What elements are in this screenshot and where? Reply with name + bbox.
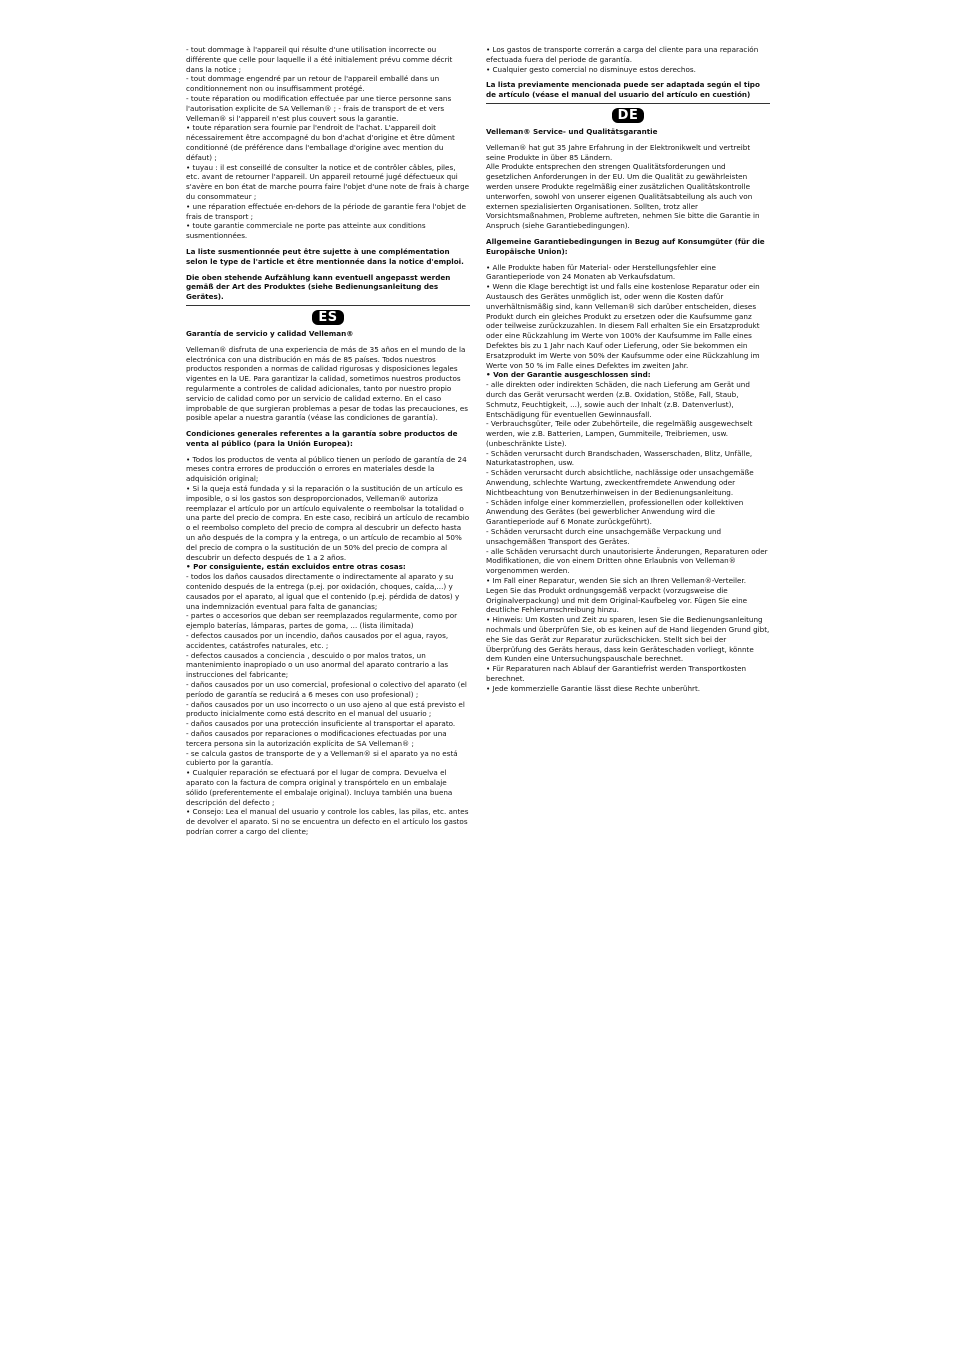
es-intro-paragraph: Velleman® disfruta de una experiencia de más de 35 años en el mundo de la electrónica con una distribución en más de 85 países. Todos nuestros productos responden a normas de calidad rigurosas y disposiciones legales vigentes en la UE. Para garantizar la calidad, sometimos nuestros productos regularmente a controles de calidad adicionales, tanto por nuestro propio servicio de calidad como por un servicio de calidad externo. En el caso improbable de que surgieran problemas a pesar de todas las precauciones, es posible apelar a nuestra garantía (véase las condiciones de garantía). bbox=[186, 344, 469, 423]
section-divider bbox=[486, 103, 770, 104]
es-excluded-list: - todos los daños causados directamente o indirectamente al aparato y su contenido después de la entrega (p.ej. por oxidación, choques, caída,...) y causados por el aparato, al igual que el contenido (p.ej. pérdida de datos) y una indemnización eventual para falta de ganancias; - partes o accesorios que deban ser reemplazados regularmente, como por ejemplo baterías, lámparas, partes de goma, ... (lista ilimitada) - defectos causados por un incendio, daños causados por el agua, rayos, accidentes, catástrofes naturales, etc. ; - defectos causados a conciencia , descuido o por malos tratos, un mantenimiento inapropiado o un uso anormal del aparato contrario a las instrucciones del fabricante; - daños causados por un uso comercial, profesional o colectivo del aparato (el período de garantía se reducirá a 6 meses con uso profesional) ; - daños causados por un uso incorrecto o un uso ajeno al que está previsto el producto inicialmente como está descrito en el manual del usuario ; - daños causados por una protección insuficiente al transportar el aparato. - daños causados por reparaciones o modificaciones efectuadas por una tercera persona sin la autorización explícita de SA Velleman® ; - se calcula gastos de transporte de y a Velleman® si el aparato ya no está cubierto por la garantía. • Cualquier reparación se efectuará por el lugar de compra. Devuelva el aparato con la factura de compra original y transpórtelo en un embalaje sólido (preferentemente el embalaje original). Incluya también una buena descripción del defecto ; • Consejo: Lea el manual del usuario y controle los cables, las pilas, etc. antes de devolver el aparato. Si no se encuentra un defecto en el artículo los gastos podrían correr a cargo del cliente; bbox=[186, 572, 469, 836]
right-column bbox=[486, 45, 770, 694]
de-intro-paragraph: Velleman® hat gut 35 Jahre Erfahrung in der Elektronikwelt und vertreibt seine Produkte in über 85 Ländern. Alle Produkte entsprechen den strengen Qualitätsforderungen und gesetzlichen Anforderungen in der EU. Um die Qualität zu gewährleisten werden unsere Produkte regelmäßig einer zusätzlichen Qualitätskontrolle unterworfen, sowohl von unserer eigenen Qualitätsabteilung als auch von externen spezialisierten Organisationen. Sollten, trotz aller Vorsichtsmaßnahmen, Probleme auftreten, nehmen Sie bitte die Garantie in Anspruch (siehe Garantiebedingungen). bbox=[486, 142, 760, 231]
de-section-title: Velleman® Service- und Qualitätsgarantie bbox=[486, 126, 658, 136]
es-list-end: • Los gastos de transporte correrán a carga del cliente para una reparación efectuada fuera del periode de garantía. • Cualquier gesto comercial no disminuye estos derechos. bbox=[486, 45, 759, 74]
es-section-title: Garantía de servicio y calidad Velleman® bbox=[186, 328, 354, 338]
es-list-note: La lista previamente mencionada puede ser adaptada según el tipo de artículo (véase el manual del usuario del artículo en cuestión) bbox=[486, 80, 760, 100]
de-excluded-list: - alle direkten oder indirekten Schäden, die nach Lieferung am Gerät und durch das Gerät verursacht werden (z.B. Oxidation, Stöße, Fall, Staub, Schmutz, Feuchtigkeit, ...), sowie auch der Inhalt (z.B. Datenverlust), Entschädigung für eventuellen Gewinnausfall. - Verbrauchsgüter, Teile oder Zubehörteile, die regelmäßig ausgewechselt werden, wie z.B. Batterien, Lampen, Gummiteile, Treibriemen, usw. (unbeschränkte Liste). - Schäden verursacht durch Brandschaden, Wasserschaden, Blitz, Unfälle, Naturkatastrophen, usw. - Schäden verursacht durch absichtliche, nachlässige oder unsachgemäße Anwendung, schlechte Wartung, zweckentfremdete Anwendung oder Nichtbeachtung von Benutzerhinweisen in der Bedienungsanleitung. - Schäden infolge einer kommerziellen, professionellen oder kollektiven Anwendung des Gerätes (bei gewerblicher Anwendung wird die Garantieperiode auf 6 Monate zurückgeführt). - Schäden verursacht durch eine unsachgemäße Verpackung und unsachgemäßen Transport des Gerätes. - alle Schäden verursacht durch unautorisierte Änderungen, Reparaturen oder Modifikationen, die von einem Dritten ohne Erlaubnis von Velleman® vorgenommen werden. • Im Fall einer Reparatur, wenden Sie sich an Ihren Velleman®-Verteiler. Legen Sie das Produkt ordnungsgemäß verpackt (vorzugsweise die Originalverpackung) und mit dem Original-Kaufbeleg vor. Fügen Sie eine deutliche Fehlerumschreibung hinzu. • Hinweis: Um Kosten und Zeit zu sparen, lesen Sie die Bedienungsanleitung nochmals und überprüfen Sie, ob es keinen auf de Hand liegenden Grund gibt, ehe Sie das Gerät zur Reparatur zurückschicken. Stellt sich bei der Überprüfung des Geräts heraus, dass kein Geräteschaden vorliegt, könnte dem Kunden eine Untersuchungspauschale berechnet. • Für Reparaturen nach Ablauf der Garantiefrist werden Transportkosten berechnet. • Jede kommerzielle Garantie lässt diese Rechte unberührt. bbox=[486, 380, 770, 693]
section-divider bbox=[186, 305, 470, 306]
es-conditions-title: Condiciones generales referentes a la garantía sobre productos de venta al público (para la Unión Europea): bbox=[186, 429, 458, 448]
de-conditions-list: • Alle Produkte haben für Material- oder Herstellungsfehler eine Garantieperiode von 24 Monaten ab Verkaufsdatum. • Wenn die Klage berechtigt ist und falls eine kostenlose Reparatur oder ein Austausch des Gerätes unmöglich ist, oder wenn die Kosten dafür unverhältnismäßig sind, kann Velleman® sich darüber entscheiden, dieses Produkt durch ein gleiches Produkt zu ersetzen oder die Kaufsumme ganz oder teilweise zurückzuzahlen. In diesem Fall erhalten Sie ein Ersatzprodukt oder eine Rückzahlung im Werte von 100% der Kaufsumme im Falle eines Defektes bis zu 1 Jahr nach Kauf oder Lieferung, oder Sie bekommen ein Ersatzprodukt im Werte von 50% der Kaufsumme oder eine Rückzahlung im Werte von 50 % im Falle eines Defektes im zweiten Jahr. bbox=[486, 262, 760, 370]
fr-exclusion-list: - tout dommage à l'appareil qui résulte d'une utilisation incorrecte ou différente que celle pour laquelle il a été initialement prévu comme décrit dans la notice ; - tout dommage engendré par un retour de l'appareil emballé dans un conditionnement non ou insuffisamment protégé. - toute réparation ou modification effectuée par une tierce personne sans l'autorisation explicite de SA Velleman® ; - frais de transport de et vers Velleman® si l'appareil n'est plus couvert sous la garantie. • toute réparation sera fournie par l'endroit de l'achat. L'appareil doit nécessairement être accompagné du bon d'achat d'origine et être dûment conditionné (de préférence dans l'emballage d'origine avec mention du défaut) ; • tuyau : il est conseillé de consulter la notice et de contrôler câbles, piles, etc. avant de retourner l'appareil. Un appareil retourné jugé défectueux qui s'avère en bon état de marche pourra faire l'objet d'une note de frais à charge du consommateur ; • une réparation effectuée en-dehors de la période de garantie fera l'objet de frais de transport ; • toute garantie commerciale ne porte pas atteinte aux conditions susmentionnées. bbox=[186, 45, 470, 241]
de-list-note-in-fr: Die oben stehende Aufzählung kann eventuell angepasst werden gemäß der Art des Produktes (siehe Bedienungsanleitung des Gerätes). bbox=[186, 272, 451, 302]
es-language-badge: ES bbox=[312, 310, 343, 325]
de-excluded-title: • Von der Garantie ausgeschlossen sind: bbox=[486, 370, 651, 380]
fr-list-note: La liste susmentionnée peut être sujette à une complémentation selon le type de l'article et être mentionnée dans la notice d'emploi. bbox=[186, 246, 464, 266]
de-language-badge-wrap bbox=[486, 108, 770, 123]
de-language-badge: DE bbox=[612, 108, 645, 123]
left-column bbox=[186, 45, 470, 837]
es-conditions-list: • Todos los productos de venta al público tienen un período de garantía de 24 meses contra errores de producción o errores en materiales desde la adquisición original; • Si la queja está fundada y si la reparación o la sustitución de un artículo es imposible, o si los gastos son desproporcionados, Velleman® autoriza reemplazar el artículo por un artículo equivalente o reembolsar la totalidad o una parte del precio de compra. En este caso, recibirá un artículo de recambio o el reembolso completo del precio de compra al descubrir un defecto hasta un año después de la compra y la entrega, o un artículo de recambio al 50% del precio de compra o la sustitución de un 50% del precio de compra al descubrir un defecto después de 1 a 2 años. bbox=[186, 454, 470, 562]
es-language-badge-wrap bbox=[186, 310, 470, 325]
es-excluded-title: • Por consiguiente, están excluidos entre otras cosas: bbox=[186, 562, 406, 572]
de-conditions-title: Allgemeine Garantiebedingungen in Bezug auf Konsumgüter (für die Europäische Union): bbox=[486, 236, 765, 256]
